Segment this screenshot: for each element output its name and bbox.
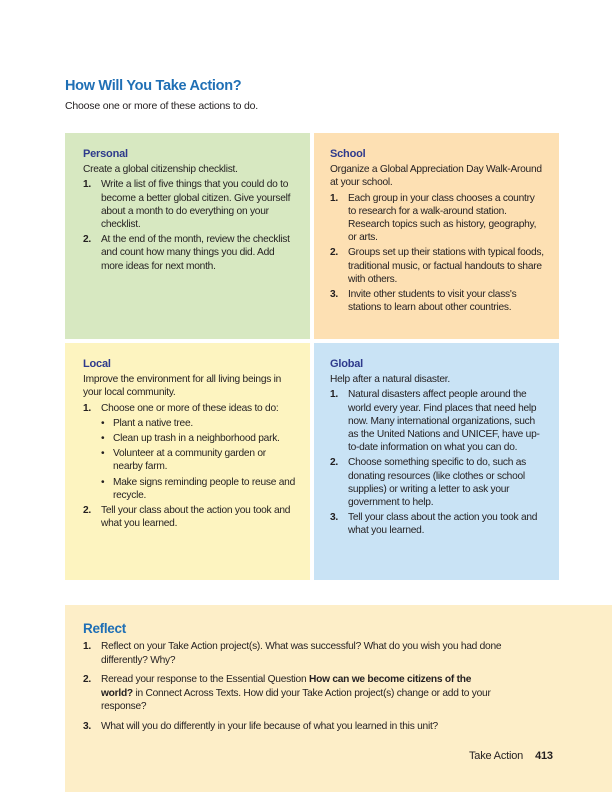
bullet-icon: • [101,417,105,429]
idea-text: Plant a native tree. [113,417,193,429]
step-number: 1. [330,192,338,204]
school-box [314,133,559,339]
question-number: 2. [83,674,91,685]
local-steps [83,402,296,531]
question-text-start: Reread your response to the Essential Question [101,674,309,685]
global-box [314,343,559,580]
step-text: Tell your class about the action you took and what you learned. [348,512,538,537]
local-title: Local [83,358,111,370]
idea-text: Clean up trash in a neighborhood park. [113,433,280,445]
step-text: Choose one or more of these ideas to do: [101,402,279,414]
step-number: 1. [83,402,91,414]
personal-title: Personal [83,148,128,160]
idea-item [101,432,296,445]
idea-text: Volunteer at a community garden or nearby farm. [113,448,266,473]
step-text: Each group in your class chooses a country to research for a walk-around station. Research topics such as history, geography, or arts. [348,192,537,244]
personal-box [65,133,310,339]
idea-item [101,447,296,473]
step-text: Invite other students to visit your class's stations to learn about other countries. [348,289,517,314]
question-text: Reflect on your Take Action project(s). What was successful? What do you wish you had done differently? Why? [101,641,502,666]
step-number: 2. [330,247,338,259]
list-item [330,288,545,314]
page-number: 413 [535,750,553,762]
list-item [330,456,545,509]
step-number: 2. [330,457,338,469]
personal-lead: Create a global citizenship checklist. [83,164,238,176]
local-lead: Improve the environment for all living beings in your local community. [83,374,282,399]
reflect-title: Reflect [83,621,126,636]
step-number: 2. [83,234,91,246]
list-item [330,192,545,245]
step-text: Groups set up their stations with typical foods, traditional music, or factual handouts to share with others. [348,247,544,285]
list-item [330,388,545,454]
step-number: 1. [83,179,91,191]
list-item [83,720,503,734]
idea-text: Make signs reminding people to reuse and recycle. [113,476,295,501]
list-item [83,640,503,667]
step-number: 1. [330,389,338,401]
question-text: What will you do differently in your life because of what you learned in this unit? [101,720,438,732]
question-number: 1. [83,641,91,652]
local-box [65,343,310,580]
idea-item [101,476,296,502]
list-item [83,673,503,714]
list-item [83,504,296,530]
question-number: 3. [83,720,91,732]
page-footer [469,750,553,762]
step-text: At the end of the month, review the checklist and count how many things you did. Add more ideas for next month. [101,234,290,272]
step-text: Tell your class about the action you took and what you learned. [101,505,291,530]
list-item [330,511,545,537]
global-title: Global [330,358,364,370]
list-item [83,233,296,273]
step-text: Choose something specific to do, such as donating resources (like clothes or school supplies) or writing a letter to ask your government to help. [348,457,527,509]
page-heading: How Will You Take Action? [65,78,242,94]
reflect-box [65,605,612,792]
intro-text: Choose one or more of these actions to do. [65,100,258,112]
step-text: Write a list of five things that you could do to become a better global citizen. Give yourself about a month to do everything on your checklist. [101,179,291,231]
bullet-icon: • [101,433,105,445]
school-lead: Organize a Global Appreciation Day Walk-Around at your school. [330,164,542,189]
school-title: School [330,148,366,160]
step-number: 3. [330,289,338,301]
step-number: 2. [83,505,91,517]
step-text: Natural disasters affect people around the world every year. Find places that need help now. Many international organizations, such as the United Nations and UNICEF, have up-to-date information on what you can do. [348,389,540,454]
list-item [83,178,296,231]
essential-question: How can we become citizens of the world? [101,674,472,699]
bullet-icon: • [101,448,105,460]
bullet-icon: • [101,476,105,488]
global-steps [330,388,545,537]
footer-section: Take Action [469,750,524,762]
personal-steps [83,178,296,272]
school-steps [330,192,545,315]
list-item [330,246,545,286]
question-text-end: in Connect Across Texts. How did your Take Action project(s) change or add to your response? [101,687,491,712]
reflect-questions [83,640,503,733]
list-item [83,402,296,502]
step-number: 3. [330,512,338,524]
global-lead: Help after a natural disaster. [330,374,450,386]
idea-list [101,417,296,502]
idea-item [101,417,296,430]
